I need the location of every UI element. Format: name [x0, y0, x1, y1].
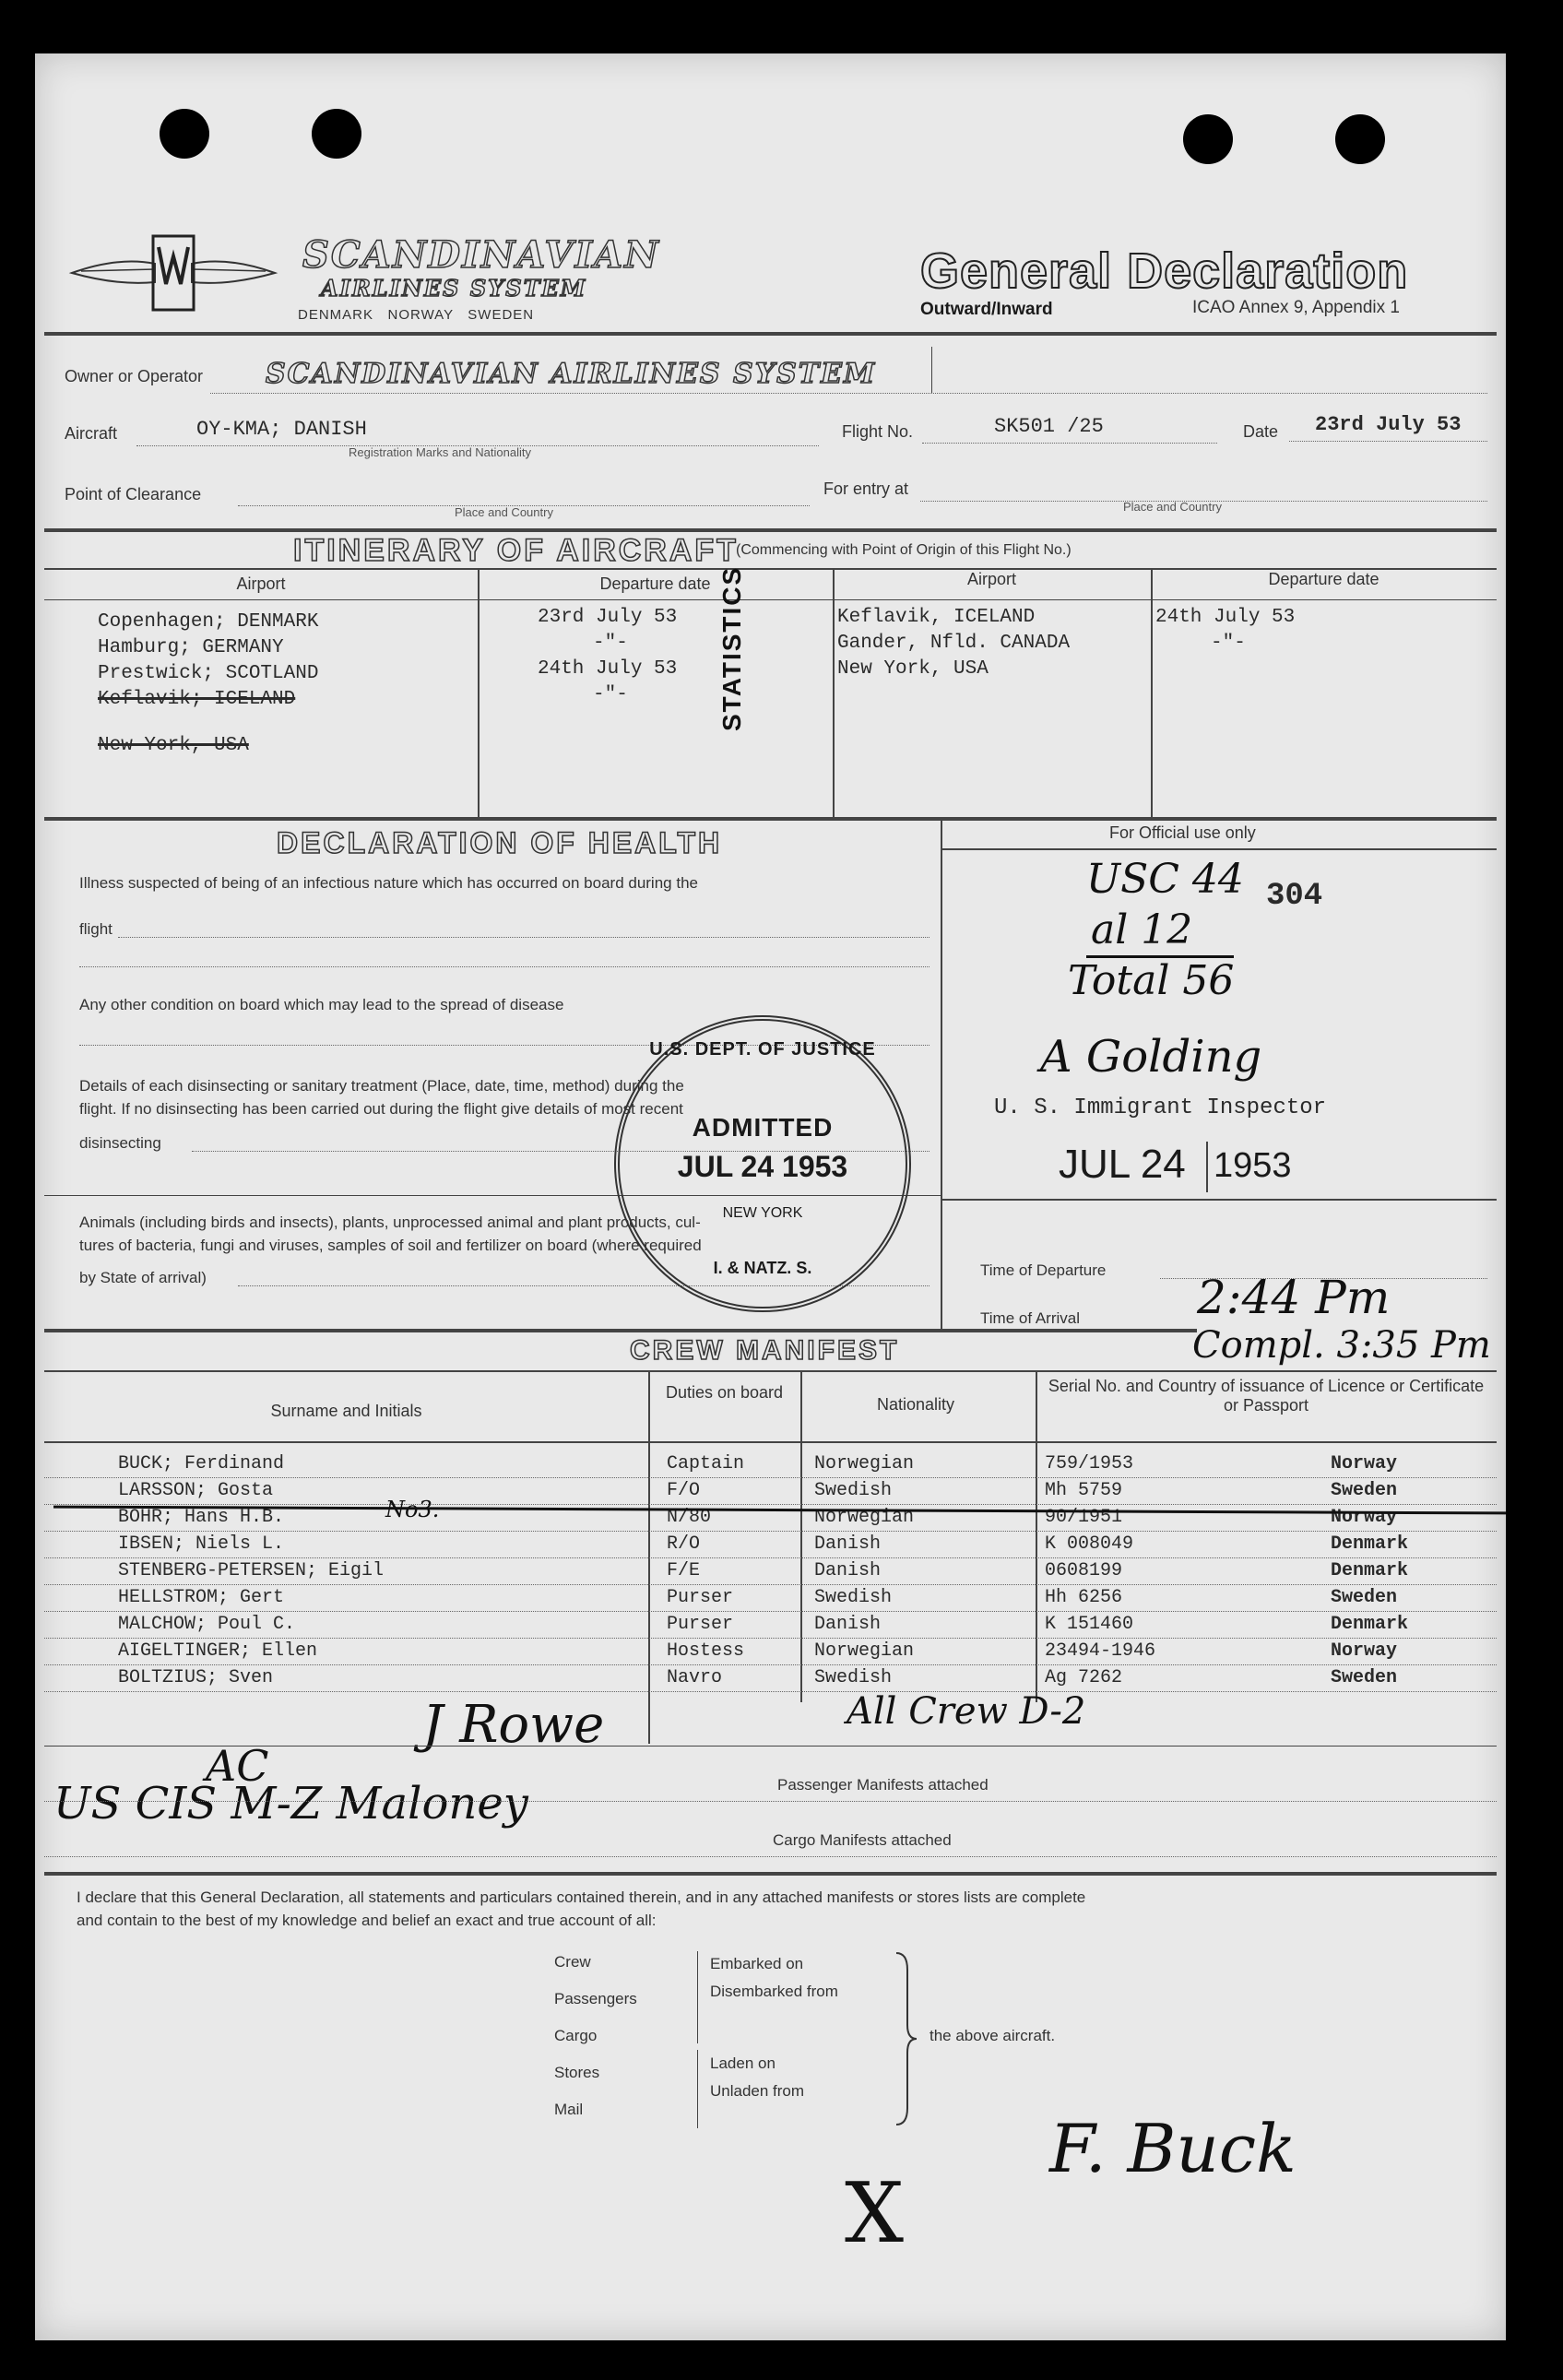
aircraft-value: OY-KMA; DANISH	[196, 418, 367, 441]
itinerary-left-airport: New York, USA	[98, 735, 249, 756]
all-crew-note: All Crew D-2	[847, 1690, 1086, 1733]
above-aircraft-label: the above aircraft.	[930, 2027, 1056, 2044]
crew-name: HELLSTROM; Gert	[118, 1587, 285, 1608]
crew-col-nationality: Nationality	[876, 1395, 955, 1414]
crew-nationality: Norwegian	[814, 1640, 915, 1662]
health-q1b: flight	[79, 920, 112, 938]
crew-initials: AC	[206, 1741, 269, 1791]
crew-row	[35, 1614, 1506, 1640]
place-country-2: Place and Country	[1123, 500, 1222, 514]
bracket-icon	[893, 1951, 920, 2126]
crew-name: AIGELTINGER; Ellen	[118, 1640, 318, 1662]
stamp-city: NEW YORK	[722, 1205, 803, 1221]
entry-label: For entry at	[823, 480, 909, 498]
health-q2: Any other condition on board which may lead to the spread of disease	[79, 996, 564, 1013]
crew-serial: 23494-1946	[1045, 1640, 1156, 1662]
date-value: 23rd July 53	[1315, 413, 1462, 436]
crew-duty: Purser	[667, 1614, 734, 1635]
crew-col-duties: Duties on board	[665, 1383, 784, 1402]
passenger-manifests-label: Passenger Manifests attached	[777, 1776, 989, 1794]
itinerary-left-date: 24th July 53	[538, 658, 678, 680]
itinerary-left-date: -"-	[593, 684, 628, 705]
disembarked-label: Disembarked from	[710, 1983, 838, 2000]
flight-value: SK501 /25	[994, 415, 1104, 438]
declaration-list-item: Passengers	[554, 1990, 637, 2007]
declaration-list-item: Mail	[554, 2101, 584, 2118]
captain-signature: F. Buck	[1049, 2110, 1297, 2187]
crew-title: CREW MANIFEST	[630, 1335, 900, 1366]
crew-country: Norway	[1331, 1640, 1398, 1662]
declaration-list-item: Cargo	[554, 2027, 598, 2044]
stamp-date: JUL 24 1953	[677, 1150, 848, 1183]
airline-name: SCANDINAVIAN	[302, 233, 660, 277]
crew-country: Denmark	[1331, 1560, 1409, 1581]
crew-duty: F/E	[667, 1560, 701, 1581]
crew-duty: Navro	[667, 1667, 723, 1688]
crew-duty: Captain	[667, 1453, 745, 1474]
crew-country: Denmark	[1331, 1533, 1409, 1555]
declaration-list	[554, 1953, 637, 2137]
crew-duty: N/80	[667, 1507, 712, 1528]
declaration-form	[35, 53, 1506, 2340]
itinerary-left-airport: Copenhagen; DENMARK	[98, 611, 319, 633]
health-title: DECLARATION OF HEALTH	[277, 826, 723, 859]
health-q3a: Details of each disinsecting or sanitary treatment (Place, date, time, method) during the	[79, 1077, 684, 1095]
itinerary-right-date: 24th July 53	[1155, 607, 1296, 628]
health-q3b: flight. If no disinsecting has been carried out during the flight give details of most recent	[79, 1100, 683, 1118]
itin-col-airport: Airport	[236, 574, 286, 593]
crew-serial: 0608199	[1045, 1560, 1123, 1581]
crew-row	[35, 1587, 1506, 1614]
itin-col-departure-2: Departure date	[1268, 570, 1379, 588]
inspector-title: U. S. Immigrant Inspector	[994, 1095, 1327, 1120]
itinerary-left-dates	[538, 607, 677, 710]
laden-label: Laden on	[710, 2054, 776, 2072]
crew-signature-maloney: US CIS M-Z Maloney	[53, 1778, 528, 1829]
health-q4b: tures of bacteria, fungi and viruses, samples of soil and fertilizer on board (where required	[79, 1237, 702, 1254]
crew-name: IBSEN; Niels L.	[118, 1533, 285, 1555]
crew-row	[35, 1533, 1506, 1560]
crew-row	[35, 1640, 1506, 1667]
health-q4a: Animals (including birds and insects), plants, unprocessed animal and plant products, cul-	[79, 1214, 701, 1231]
inspector-signature: A Golding	[1040, 1031, 1262, 1083]
itinerary-title: ITINERARY OF AIRCRAFT	[293, 533, 739, 568]
crew-row	[35, 1667, 1506, 1694]
sas-logo-icon	[63, 229, 284, 316]
owner-label: Owner or Operator	[65, 367, 204, 385]
itinerary-right-airport: Gander, Nfld. CANADA	[837, 633, 1071, 654]
form-title: General Declaration	[920, 243, 1409, 299]
declaration-list-item: Crew	[554, 1953, 591, 1971]
crew-row	[35, 1453, 1506, 1480]
aircraft-label: Aircraft	[65, 424, 118, 443]
health-q3c: disinsecting	[79, 1134, 161, 1152]
itinerary-left-airport: Hamburg; GERMANY	[98, 637, 284, 658]
crew-no3-note: No3.	[385, 1497, 440, 1522]
crew-nationality: Swedish	[814, 1480, 893, 1501]
stamp-word: ADMITTED	[692, 1113, 834, 1142]
health-q4c: by State of arrival)	[79, 1269, 207, 1286]
crew-country: Norway	[1331, 1453, 1398, 1474]
official-total: Total 56	[1068, 957, 1235, 1004]
unladen-label: Unladen from	[710, 2082, 805, 2100]
crew-serial: 90/1951	[1045, 1507, 1123, 1528]
crew-duty: Purser	[667, 1587, 734, 1608]
itinerary-left-airport: Keflavik; ICELAND	[98, 689, 296, 710]
itinerary-left-date: 23rd July 53	[538, 607, 678, 628]
itinerary-right-airport: Keflavik, ICELAND	[837, 607, 1036, 628]
declaration-line-1: I declare that this General Declaration, all statements and particulars contained therein, and in any attached manifests or stores lists are complete	[77, 1889, 1086, 1906]
aircraft-caption: Registration Marks and Nationality	[349, 445, 531, 459]
crew-duty: Hostess	[667, 1640, 745, 1662]
crew-serial: K 008049	[1045, 1533, 1134, 1555]
place-country-1: Place and Country	[455, 505, 553, 519]
official-count-usc: USC 44	[1086, 856, 1244, 903]
crew-duty: F/O	[667, 1480, 701, 1501]
crew-country: Denmark	[1331, 1614, 1409, 1635]
crew-country: Sweden	[1331, 1587, 1398, 1608]
arrival-time-label: Time of Arrival	[980, 1309, 1081, 1327]
punch-hole	[1335, 114, 1385, 164]
arrival-time-value: 2:44 Pm	[1197, 1271, 1391, 1324]
punch-hole	[312, 109, 361, 159]
crew-nationality: Norwegian	[814, 1453, 915, 1474]
crew-name: MALCHOW; Poul C.	[118, 1614, 296, 1635]
crew-duty: R/O	[667, 1533, 701, 1555]
embarked-label: Embarked on	[710, 1955, 804, 1972]
statistics-stamp: STATISTICS	[717, 565, 746, 731]
airline-countries: DENMARK NORWAY SWEDEN	[298, 307, 535, 323]
crew-country: Sweden	[1331, 1480, 1398, 1501]
punch-hole	[160, 109, 209, 159]
crew-serial: Hh 6256	[1045, 1587, 1123, 1608]
crew-serial: Mh 5759	[1045, 1480, 1123, 1501]
punch-hole	[1183, 114, 1233, 164]
inspector-date-year: 1953	[1214, 1146, 1292, 1185]
completion-time: Compl. 3:35 Pm	[1192, 1324, 1491, 1367]
icao-ref: ICAO Annex 9, Appendix 1	[1192, 298, 1400, 317]
official-number: 304	[1266, 879, 1323, 914]
crew-signature-rowe: J Rowe	[422, 1695, 605, 1755]
stamp-ring-top: U.S. DEPT. OF JUSTICE	[649, 1039, 876, 1060]
crew-serial: 759/1953	[1045, 1453, 1134, 1474]
declaration-list-item: Stores	[554, 2064, 600, 2081]
airline-sub: AIRLINES SYSTEM	[321, 275, 587, 302]
crew-name: STENBERG-PETERSEN; Eigil	[118, 1560, 385, 1581]
official-count-al: al 12	[1091, 906, 1193, 953]
signature-x-mark: X	[845, 2165, 905, 2262]
departure-time-label: Time of Departure	[980, 1261, 1107, 1279]
crew-row	[35, 1560, 1506, 1587]
itinerary-right-date: -"-	[1211, 633, 1246, 654]
itin-col-departure: Departure date	[599, 574, 711, 593]
crew-country: Norway	[1331, 1507, 1398, 1528]
itinerary-right-dates	[1155, 607, 1295, 658]
crew-col-serial: Serial No. and Country of issuance of Licence or Certificate or Passport	[1048, 1377, 1485, 1415]
itinerary-right-airports	[837, 607, 1070, 684]
crew-country: Sweden	[1331, 1667, 1398, 1688]
crew-nationality: Swedish	[814, 1667, 893, 1688]
date-label: Date	[1243, 422, 1279, 441]
official-title: For Official use only	[1109, 823, 1256, 842]
itinerary-subtitle: (Commencing with Point of Origin of this Flight No.)	[736, 542, 1072, 558]
inspector-date-month: JUL 24	[1059, 1142, 1186, 1187]
clearance-label: Point of Clearance	[65, 485, 202, 503]
crew-col-name: Surname and Initials	[270, 1402, 422, 1420]
crew-row	[35, 1480, 1506, 1507]
crew-nationality: Danish	[814, 1533, 882, 1555]
itinerary-left-airport: Prestwick; SCOTLAND	[98, 663, 319, 684]
itinerary-left-date: -"-	[593, 633, 628, 654]
crew-name: BOLTZIUS; Sven	[118, 1667, 274, 1688]
crew-serial: Ag 7262	[1045, 1667, 1123, 1688]
admitted-stamp	[614, 1015, 911, 1312]
itinerary-left-airports	[98, 611, 318, 761]
itin-col-airport-2: Airport	[966, 570, 1016, 588]
outward-inward: Outward/Inward	[920, 300, 1053, 319]
flight-label: Flight No.	[842, 422, 914, 441]
itinerary-right-airport: New York, USA	[837, 658, 989, 680]
owner-value: SCANDINAVIAN AIRLINES SYSTEM	[266, 358, 877, 390]
crew-nationality: Danish	[814, 1560, 882, 1581]
crew-name: BUCK; Ferdinand	[118, 1453, 285, 1474]
crew-nationality: Swedish	[814, 1587, 893, 1608]
stamp-ring-bottom: I. & NATZ. S.	[713, 1259, 812, 1277]
crew-name: BOHR; Hans H.B.	[118, 1507, 285, 1528]
crew-serial: K 151460	[1045, 1614, 1134, 1635]
crew-nationality: Danish	[814, 1614, 882, 1635]
health-q1: Illness suspected of being of an infectious nature which has occurred on board during the	[79, 874, 698, 892]
declaration-line-2: and contain to the best of my knowledge and belief an exact and true account of all:	[77, 1912, 657, 1929]
crew-nationality: Norwegian	[814, 1507, 915, 1528]
crew-name: LARSSON; Gosta	[118, 1480, 274, 1501]
cargo-manifests-label: Cargo Manifests attached	[773, 1831, 952, 1849]
